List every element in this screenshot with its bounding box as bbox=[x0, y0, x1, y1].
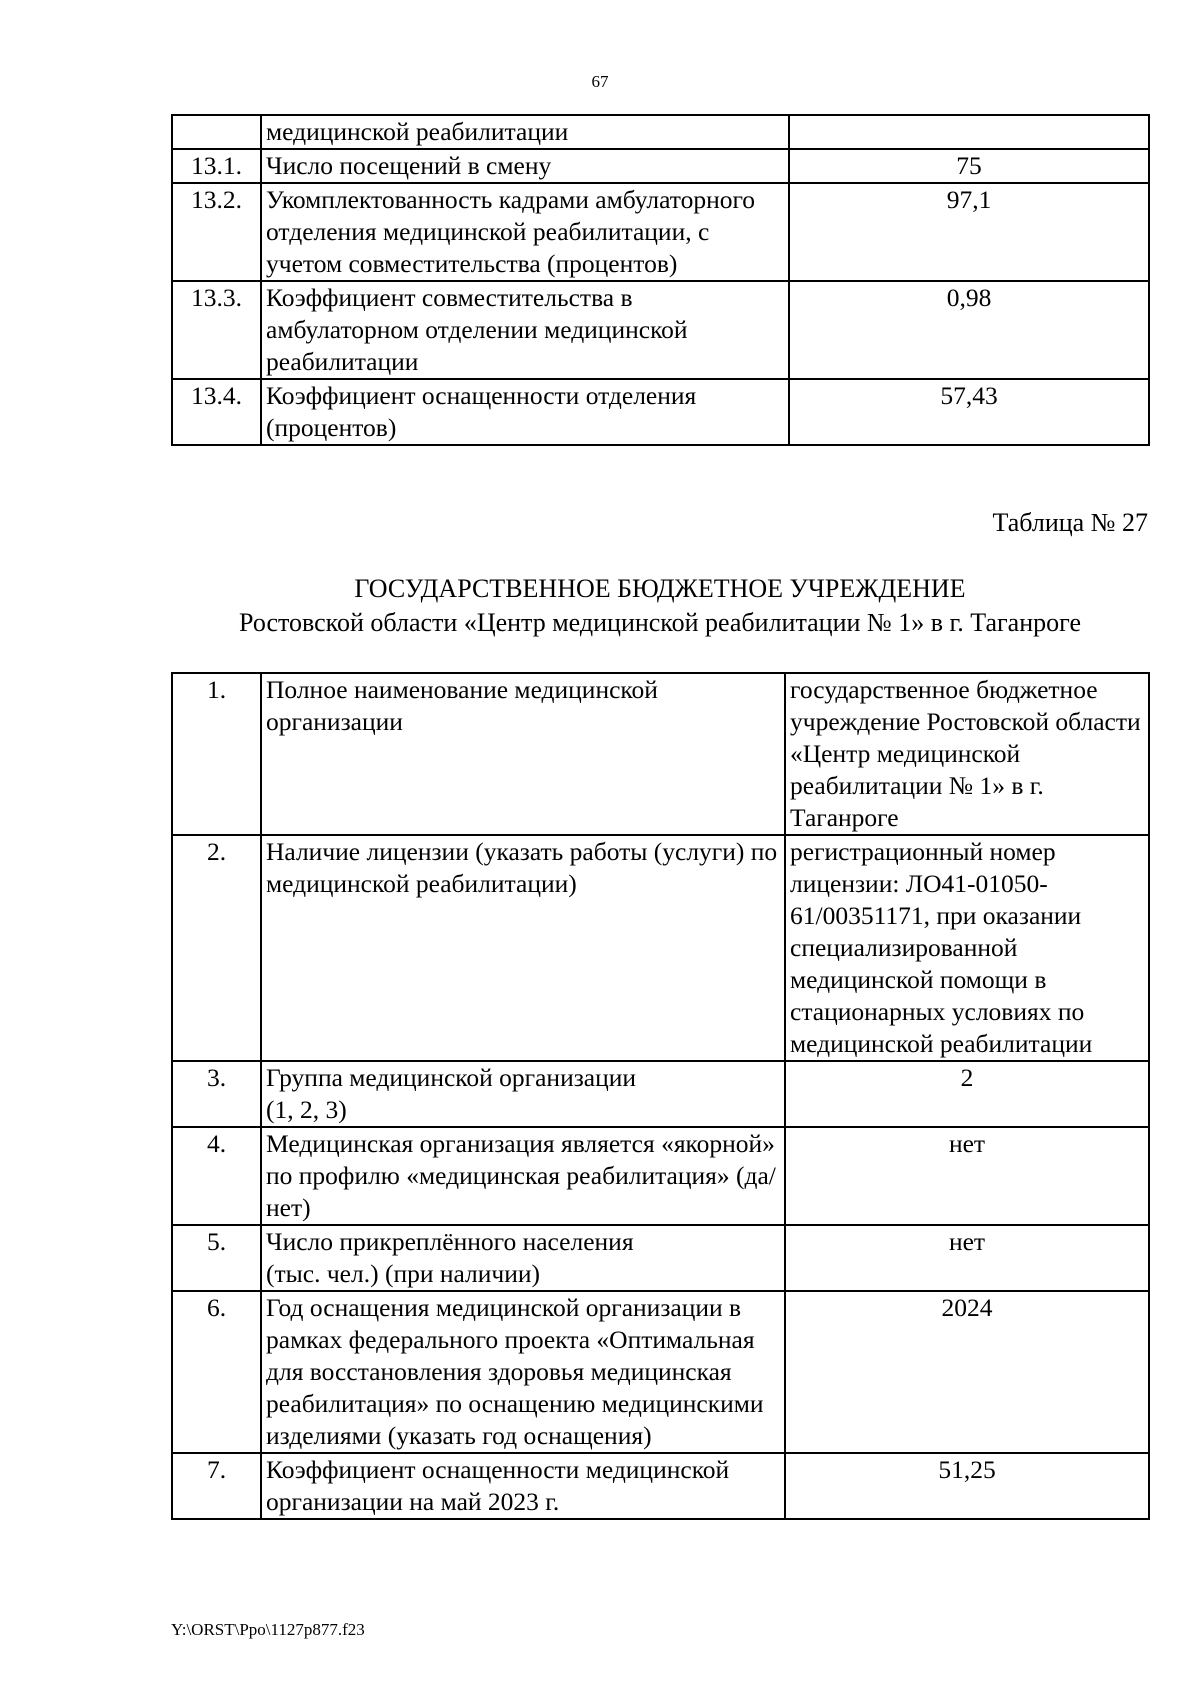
table-row bbox=[172, 183, 1149, 281]
row-value: нет bbox=[785, 1225, 1149, 1291]
row-number: 13.4. bbox=[172, 379, 261, 445]
row-label: Укомплектованность кадрами амбулаторного отделения медицинской реабилитации, с учетом совместительства (процентов) bbox=[261, 183, 789, 281]
table-row bbox=[172, 835, 1149, 1061]
row-label: Наличие лицензии (указать работы (услуги) по медицинской реабилитации) bbox=[261, 835, 785, 1061]
row-label-line: Группа медицинской организации bbox=[266, 1063, 637, 1092]
row-value bbox=[789, 115, 1149, 149]
row-value: регистрационный номер лицензии: ЛО41-01050-61/00351171, при оказании специализированной медицинской помощи в стационарных условиях по медицинской реабилитации bbox=[785, 835, 1149, 1061]
table-row bbox=[172, 379, 1149, 445]
table-caption: Таблица № 27 bbox=[992, 508, 1148, 537]
row-label-line: (1, 2, 3) bbox=[266, 1095, 347, 1124]
row-value: 97,1 bbox=[789, 183, 1149, 281]
row-label: Полное наименование медицинской организации bbox=[261, 673, 785, 835]
table-row bbox=[172, 673, 1149, 835]
row-label: медицинской реабилитации bbox=[261, 115, 789, 149]
row-label: Коэффициент оснащенности медицинской организации на май 2023 г. bbox=[261, 1453, 785, 1519]
row-number: 13.2. bbox=[172, 183, 261, 281]
row-value: 51,25 bbox=[785, 1453, 1149, 1519]
row-label: Коэффициент оснащенности отделения (процентов) bbox=[261, 379, 789, 445]
row-value: 0,98 bbox=[789, 281, 1149, 379]
row-label: Коэффициент совместительства в амбулаторном отделении медицинской реабилитации bbox=[261, 281, 789, 379]
table-row bbox=[172, 1061, 1149, 1127]
organization-title: ГОСУДАРСТВЕННОЕ БЮДЖЕТНОЕ УЧРЕЖДЕНИЕ bbox=[354, 574, 966, 603]
page-number: 67 bbox=[591, 72, 609, 91]
indicators-table-continued bbox=[171, 114, 1150, 446]
row-value: 75 bbox=[789, 149, 1149, 183]
table-row bbox=[172, 1453, 1149, 1519]
row-label-line: (тыс. чел.) (при наличии) bbox=[266, 1259, 541, 1288]
row-number: 13.1. bbox=[172, 149, 261, 183]
table-row bbox=[172, 1291, 1149, 1453]
table-row bbox=[172, 115, 1149, 149]
row-value: 2 bbox=[785, 1061, 1149, 1127]
row-number: 2. bbox=[172, 835, 261, 1061]
row-number: 7. bbox=[172, 1453, 261, 1519]
row-label-line: Число прикреплённого населения bbox=[266, 1227, 634, 1256]
row-value: нет bbox=[785, 1127, 1149, 1225]
table-row bbox=[172, 149, 1149, 183]
table-row bbox=[172, 1225, 1149, 1291]
organization-table bbox=[171, 672, 1150, 1520]
row-label bbox=[261, 1225, 785, 1291]
table-row bbox=[172, 281, 1149, 379]
row-label bbox=[261, 1061, 785, 1127]
row-number bbox=[172, 115, 261, 149]
row-number: 4. bbox=[172, 1127, 261, 1225]
row-label: Число посещений в смену bbox=[261, 149, 789, 183]
row-number: 3. bbox=[172, 1061, 261, 1127]
row-value: государственное бюджетное учреждение Ростовской области «Центр медицинской реабилитации № 1» в г. Таганроге bbox=[785, 673, 1149, 835]
file-path-footer: Y:\ORST\Ppo\1127p877.f23 bbox=[171, 1620, 365, 1639]
row-number: 1. bbox=[172, 673, 261, 835]
row-number: 13.3. bbox=[172, 281, 261, 379]
row-value: 2024 bbox=[785, 1291, 1149, 1453]
row-label: Год оснащения медицинской организации в рамках федерального проекта «Оптимальная для восстановления здоровья медицинская реабилитация» по оснащению медицинскими изделиями (указать год оснащения) bbox=[261, 1291, 785, 1453]
row-label: Медицинская организация является «якорной» по профилю «медицинская реабилитация» (да/нет) bbox=[261, 1127, 785, 1225]
row-number: 6. bbox=[172, 1291, 261, 1453]
row-number: 5. bbox=[172, 1225, 261, 1291]
organization-subtitle: Ростовской области «Центр медицинской реабилитации № 1» в г. Таганроге bbox=[239, 608, 1081, 637]
table-row bbox=[172, 1127, 1149, 1225]
row-value: 57,43 bbox=[789, 379, 1149, 445]
